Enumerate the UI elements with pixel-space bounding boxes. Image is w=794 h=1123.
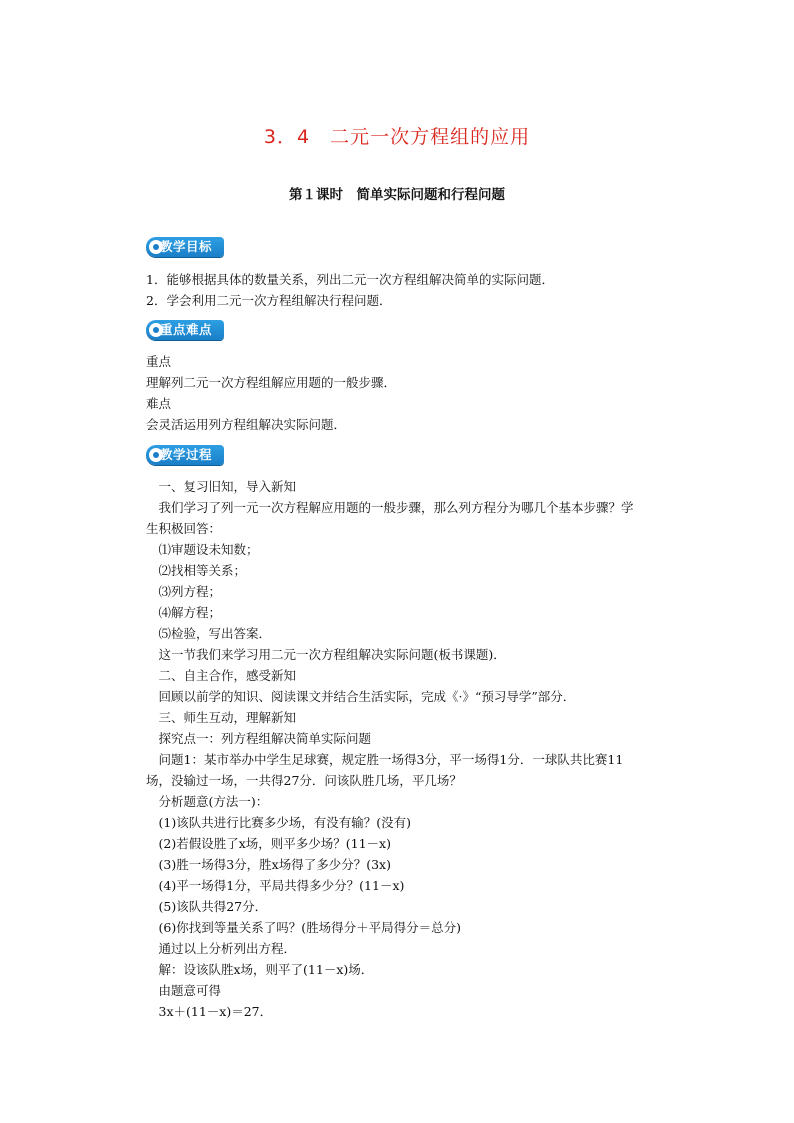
- process-line: 生积极回答：: [146, 521, 222, 536]
- section-badge-goals: [146, 237, 224, 257]
- section-badge-keypoints: [146, 320, 224, 340]
- goal-item: 2．学会利用二元一次方程组解决行程问题．: [146, 293, 392, 308]
- badge-label: 重点难点: [160, 322, 213, 337]
- process-line: (2)若假设胜了x场，则平多少场？(11－x): [146, 836, 391, 851]
- keypoint-line: 理解列二元一次方程组解应用题的一般步骤．: [146, 375, 397, 390]
- process-line: 由题意可得: [146, 983, 222, 998]
- process-line: (1)该队共进行比赛多少场，有没有输？(没有): [146, 815, 411, 830]
- process-line: ⑸检验，写出答案．: [146, 626, 272, 641]
- badge-label: 教学过程: [160, 447, 213, 462]
- process-line: 解：设该队胜x场，则平了(11－x)场．: [146, 962, 374, 977]
- process-line: ⑷解方程；: [146, 605, 222, 620]
- process-line: (5)该队共得27分．: [146, 899, 268, 914]
- keypoint-line: 会灵活运用列方程组解决实际问题．: [146, 417, 347, 432]
- keypoint-line: 重点: [146, 354, 172, 369]
- process-line: 通过以上分析列出方程．: [146, 941, 297, 956]
- process-line: 3x＋(11－x)＝27．: [146, 1004, 273, 1019]
- document-title: 3．4 二元一次方程组的应用: [263, 126, 531, 148]
- process-line: 三、师生互动，理解新知: [146, 710, 297, 725]
- process-line: 我们学习了列一元一次方程解应用题的一般步骤，那么列方程分为哪几个基本步骤？学: [146, 500, 634, 515]
- process-line: (6)你找到等量关系了吗？(胜场得分＋平局得分＝总分): [146, 920, 461, 935]
- goal-item: 1．能够根据具体的数量关系，列出二元一次方程组解决简单的实际问题．: [146, 272, 554, 287]
- process-line: 问题1：某市举办中学生足球赛，规定胜一场得3分，平一场得1分．一球队共比赛11: [146, 752, 624, 767]
- process-line: ⑴审题设未知数；: [146, 542, 259, 557]
- process-line: 回顾以前学的知识、阅读课文并结合生活实际，完成《·》“预习导学”部分．: [146, 689, 576, 704]
- process-line: 二、自主合作，感受新知: [146, 668, 297, 683]
- document-subtitle: 第１课时 简单实际问题和行程问题: [289, 187, 505, 203]
- process-line: (4)平一场得1分，平局共得多少分？(11－x): [146, 878, 405, 893]
- process-line: 场，没输过一场，一共得27分．问该队胜几场，平几场？: [146, 773, 462, 788]
- process-line: 分析题意(方法一)：: [146, 794, 269, 809]
- process-line: 探究点一：列方程组解决简单实际问题: [146, 731, 372, 746]
- process-line: 这一节我们来学习用二元一次方程组解决实际问题(板书课题)．: [146, 647, 506, 662]
- process-line: ⑶列方程；: [146, 584, 222, 599]
- process-line: ⑵找相等关系；: [146, 563, 247, 578]
- keypoint-line: 难点: [146, 396, 172, 411]
- process-line: (3)胜一场得3分，胜x场得了多少分？(3x): [146, 857, 391, 872]
- badge-label: 教学目标: [160, 239, 213, 254]
- section-badge-process: [146, 445, 224, 465]
- process-line: 一、复习旧知，导入新知: [146, 479, 297, 494]
